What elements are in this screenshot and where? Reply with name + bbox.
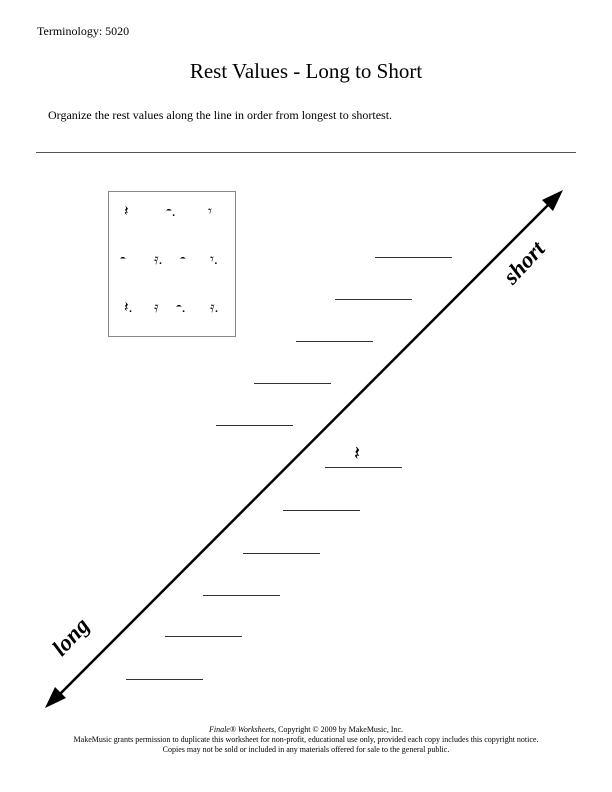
rest-symbol: 𝄿. [210, 300, 219, 316]
rest-symbol: 𝄽 [124, 204, 129, 220]
rest-symbol: 𝄼. [176, 300, 186, 316]
footer [0, 725, 612, 755]
rest-symbol: 𝄿. [154, 252, 163, 268]
rest-symbol: 𝄽. [124, 300, 133, 316]
page-title: Rest Values - Long to Short [189, 59, 423, 83]
footer-permission: MakeMusic grants permission to duplicate this worksheet for non-profit, educational use only, provided each copy includes this copyright notice. [73, 735, 539, 744]
worksheet-code: Terminology: 5020 [37, 24, 130, 38]
rest-symbol: 𝄿 [154, 300, 159, 316]
rest-symbol: 𝄼. [166, 204, 176, 220]
long-label: long [47, 612, 95, 661]
footer-brand: Finale® Worksheets [208, 725, 275, 734]
rest-symbol: 𝄾 [208, 204, 212, 220]
short-label: short [498, 236, 550, 289]
instructions: Organize the rest values along the line in order from longest to shortest. [48, 108, 393, 122]
rest-symbol: 𝄾. [210, 252, 218, 268]
rest-symbol: 𝄼 [180, 252, 186, 268]
rest-symbol: 𝄼 [120, 252, 126, 268]
footer-copyright: , Copyright © 2009 by MakeMusic, Inc. [274, 725, 404, 734]
placed-rest-symbol: 𝄽 [354, 443, 361, 465]
footer-restriction: Copies may not be sold or included in any materials offered for sale to the general public. [162, 745, 450, 754]
